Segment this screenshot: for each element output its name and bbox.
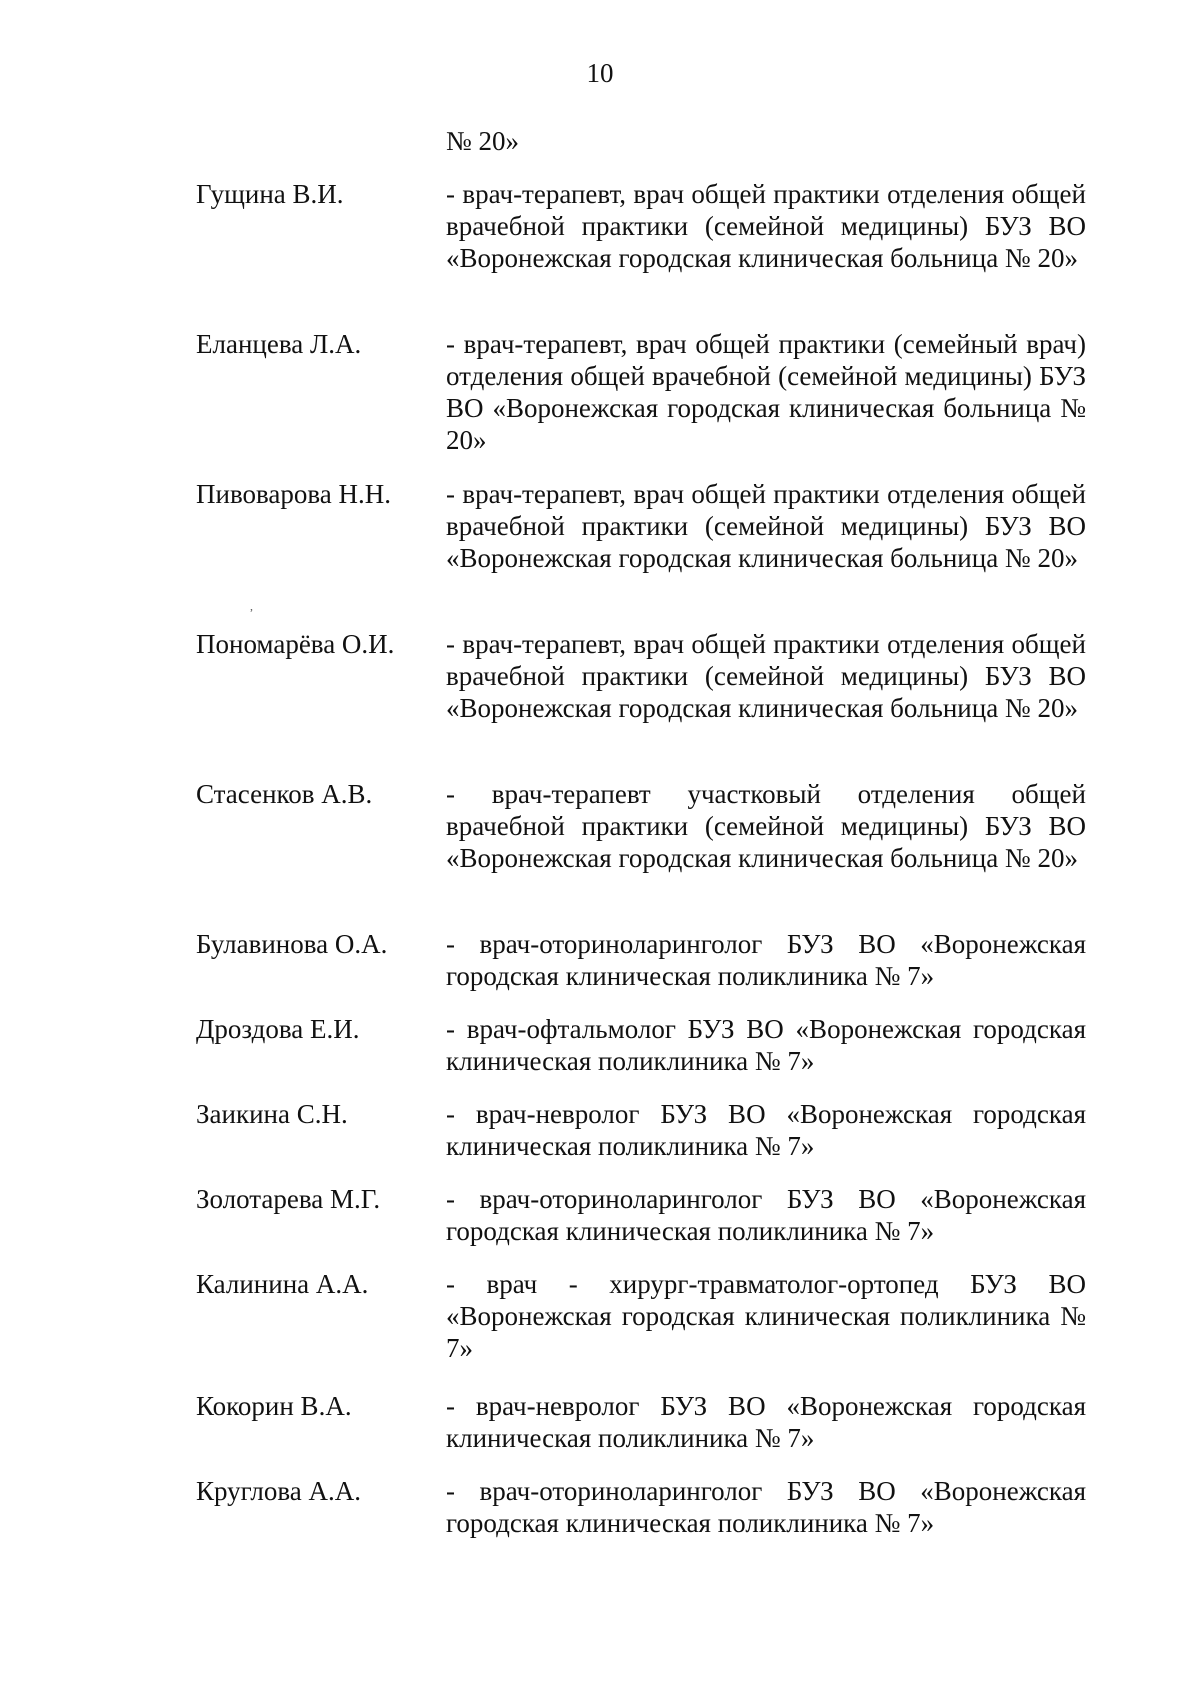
person-name: Пономарёва О.И. bbox=[196, 629, 395, 659]
person-name: Дроздова Е.И. bbox=[196, 1014, 360, 1044]
position-description: - врач-оториноларинголог БУЗ ВО «Воронежская городская клиническая поликлиника № 7» bbox=[446, 929, 1086, 991]
position-description: - врач-офтальмолог БУЗ ВО «Воронежская городская клиническая поликлиника № 7» bbox=[446, 1014, 1086, 1076]
position-description: - врач-терапевт, врач общей практики отделения общей врачебной практики (семейной медицины) БУЗ ВО «Воронежская городская клиническая больница № 20» bbox=[446, 629, 1086, 723]
position-description: - врач-оториноларинголог БУЗ ВО «Воронежская городская клиническая поликлиника № 7» bbox=[446, 1476, 1086, 1538]
person-name: Булавинова О.А. bbox=[196, 929, 388, 959]
person-name: Гущина В.И. bbox=[196, 179, 344, 209]
position-description: - врач-невролог БУЗ ВО «Воронежская городская клиническая поликлиника № 7» bbox=[446, 1391, 1086, 1453]
person-name: Заикина С.Н. bbox=[196, 1099, 348, 1129]
person-name: Кокорин В.А. bbox=[196, 1391, 352, 1421]
person-name: Калинина А.А. bbox=[196, 1269, 369, 1299]
person-name: Пивоварова Н.Н. bbox=[196, 479, 392, 509]
person-name: Круглова А.А. bbox=[196, 1476, 361, 1506]
position-description: - врач-терапевт, врач общей практики отделения общей врачебной практики (семейной медицины) БУЗ ВО «Воронежская городская клиническая больница № 20» bbox=[446, 479, 1086, 573]
page-number: 10 bbox=[586, 58, 614, 88]
position-description: - врач - хирург-травматолог-ортопед БУЗ ВО «Воронежская городская клиническая поликлиника № 7» bbox=[446, 1269, 1086, 1363]
stray-mark: , bbox=[250, 599, 253, 613]
position-description: - врач-оториноларинголог БУЗ ВО «Воронежская городская клиническая поликлиника № 7» bbox=[446, 1184, 1086, 1246]
position-description: - врач-терапевт участковый отделения общей врачебной практики (семейной медицины) БУЗ ВО «Воронежская городская клиническая больница № 20» bbox=[446, 779, 1086, 873]
position-description: - врач-терапевт, врач общей практики (семейный врач) отделения общей врачебной (семейной медицины) БУЗ ВО «Воронежская городская клиническая больница № 20» bbox=[446, 329, 1086, 455]
position-description: - врач-терапевт, врач общей практики отделения общей врачебной практики (семейной медицины) БУЗ ВО «Воронежская городская клиническая больница № 20» bbox=[446, 179, 1086, 273]
person-name: Золотарева М.Г. bbox=[196, 1184, 381, 1214]
person-name: Еланцева Л.А. bbox=[196, 329, 362, 359]
person-name: Стасенков А.В. bbox=[196, 779, 373, 809]
continuation-text: № 20» bbox=[446, 126, 520, 156]
position-description: - врач-невролог БУЗ ВО «Воронежская городская клиническая поликлиника № 7» bbox=[446, 1099, 1086, 1161]
